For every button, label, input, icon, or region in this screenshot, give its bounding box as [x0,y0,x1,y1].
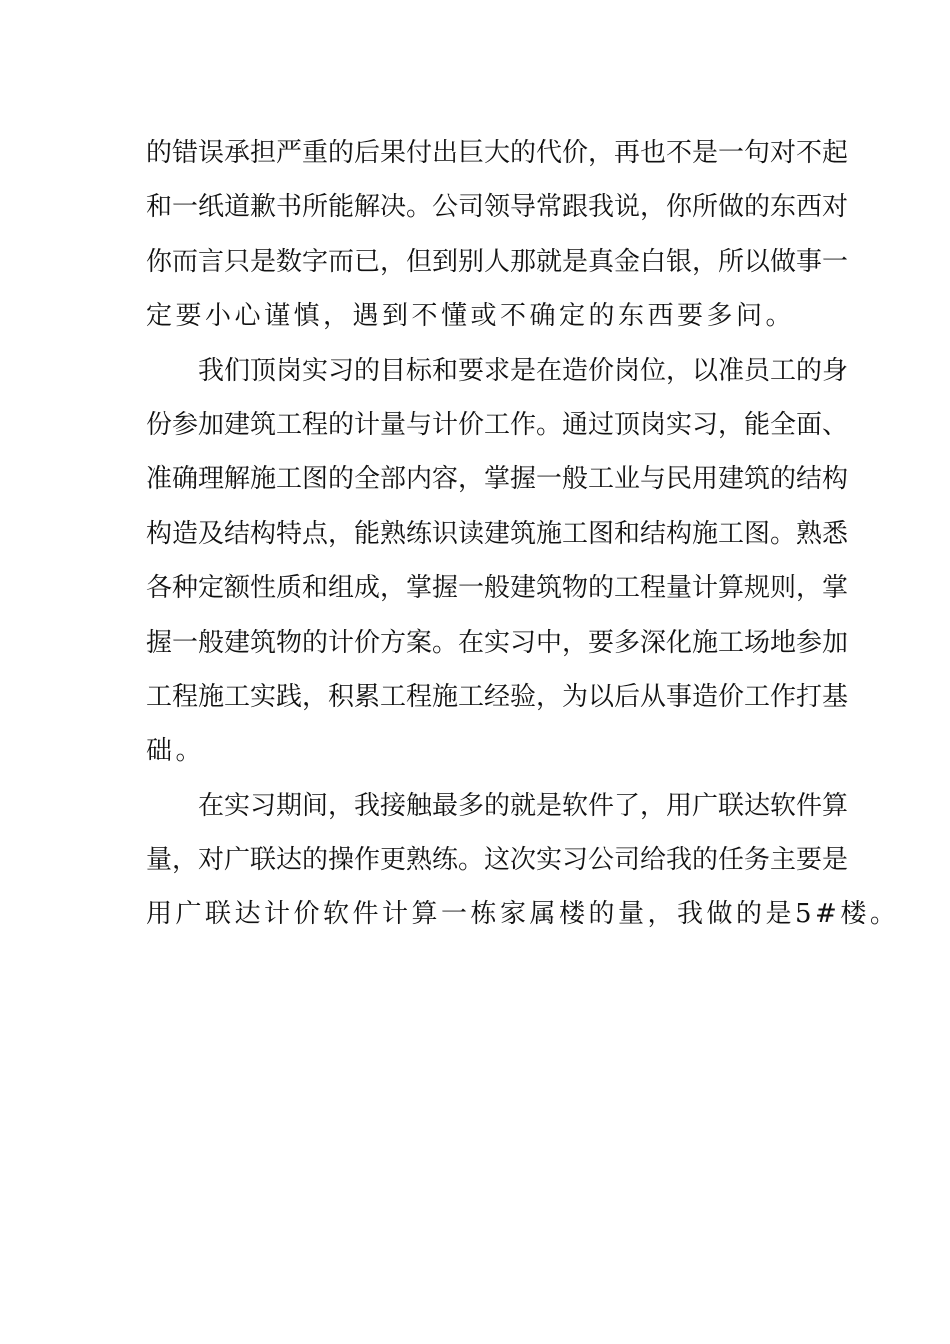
text-line: 用广联达计价软件计算一栋家属楼的量，我做的是5#楼。 [146,899,900,930]
paragraph-first-line: 在实习期间，我接触最多的就是软件了，用广联达软件算 [198,790,849,821]
text-line: 定要小心谨慎，遇到不懂或不确定的东西要多问。 [146,301,796,332]
text-line: 各种定额性质和组成，掌握一般建筑物的工程量计算规则，掌 [146,573,849,604]
text-line: 础。 [146,736,206,767]
text-line: 份参加建筑工程的计量与计价工作。通过顶岗实习，能全面、 [146,409,849,440]
text-line: 量，对广联达的操作更熟练。这次实习公司给我的任务主要是 [146,845,849,876]
text-line: 准确理解施工图的全部内容，掌握一般工业与民用建筑的结构 [146,464,849,495]
text-line: 工程施工实践，积累工程施工经验，为以后从事造价工作打基 [146,681,849,712]
text-line: 构造及结构特点，能熟练识读建筑施工图和结构施工图。熟悉 [146,518,849,549]
text-line: 你而言只是数字而已，但到别人那就是真金白银，所以做事一 [146,246,849,277]
text-line: 握一般建筑物的计价方案。在实习中，要多深化施工场地参加 [146,627,849,658]
text-line: 和一纸道歉书所能解决。公司领导常跟我说，你所做的东西对 [146,192,849,223]
body-text [146,126,900,942]
text-line: 的错误承担严重的后果付出巨大的代价，再也不是一句对不起 [146,138,849,168]
paragraph-first-line: 我们顶岗实习的目标和要求是在造价岗位，以准员工的身 [198,355,849,386]
